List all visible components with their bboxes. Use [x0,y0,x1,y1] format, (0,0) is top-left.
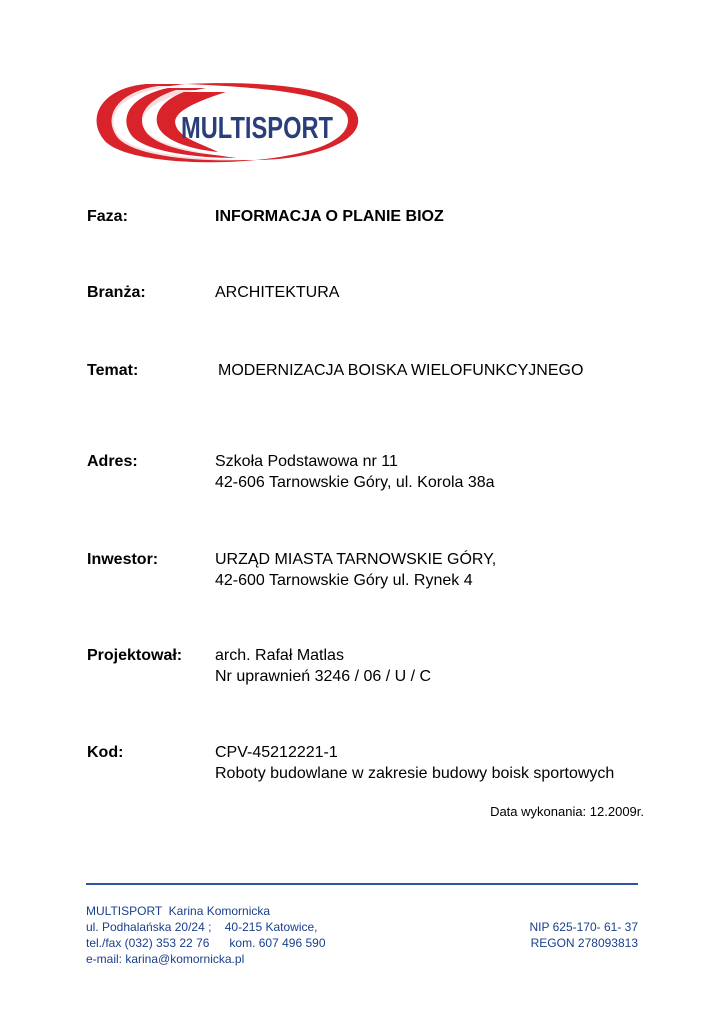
adres-label: Adres: [87,453,138,470]
kod-line-1: CPV-45212221-1 [215,744,338,761]
inwestor-value [215,549,496,591]
logo-graphic [86,80,366,164]
faza-label: Faza: [87,208,128,225]
footer-address: ul. Podhalańska 20/24 ; 40-215 Katowice, [86,920,318,934]
inwestor-line-2: 42-600 Tarnowskie Góry ul. Rynek 4 [215,572,473,589]
footer-line-4 [86,951,638,967]
kod-value [215,742,614,784]
projektowal-line-1: arch. Rafał Matlas [215,647,344,664]
adres-line-1: Szkoła Podstawowa nr 11 [215,453,398,470]
footer-line-2 [86,919,638,935]
faza-value: INFORMACJA O PLANIE BIOZ [215,208,444,225]
temat-value: MODERNIZACJA BOISKA WIELOFUNKCYJNEGO [218,362,584,379]
footer-line-1 [86,903,638,919]
kod-label: Kod: [87,744,124,761]
projektowal-value [215,645,431,687]
footer [86,903,638,967]
projektowal-label: Projektował: [87,647,183,664]
footer-nip: NIP 625-170- 61- 37 [529,920,638,934]
branza-label: Branża: [87,284,146,301]
footer-divider [86,883,638,885]
adres-line-2: 42-606 Tarnowskie Góry, ul. Korola 38a [215,474,495,491]
footer-regon: REGON 278093813 [530,936,638,950]
footer-line-3 [86,935,638,951]
multisport-logo [86,80,366,164]
branza-value: ARCHITEKTURA [215,284,340,301]
temat-label: Temat: [87,362,139,379]
adres-value [215,451,495,493]
kod-line-2: Roboty budowlane w zakresie budowy boisk sportowych [215,765,615,782]
footer-email[interactable]: e-mail: karina@komornicka.pl [86,952,245,966]
logo-text: MULTISPORT [181,110,334,145]
projektowal-line-2: Nr uprawnień 3246 / 06 / U / C [215,668,432,685]
inwestor-label: Inwestor: [87,551,159,568]
footer-company: MULTISPORT Karina Komornicka [86,904,271,918]
completion-date: Data wykonania: 12.2009r. [490,804,644,819]
footer-phone: tel./fax (032) 353 22 76 kom. 607 496 590 [86,936,326,950]
inwestor-line-1: URZĄD MIASTA TARNOWSKIE GÓRY, [215,551,497,568]
